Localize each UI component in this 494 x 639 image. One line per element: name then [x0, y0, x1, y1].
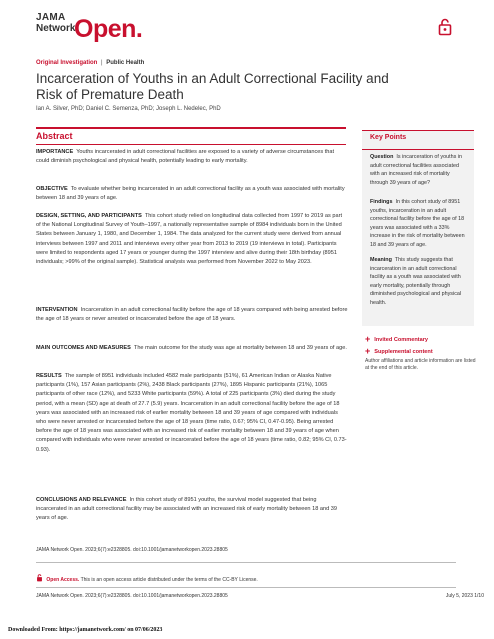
key-point-text: In this cohort study of 8951 youths, incarceration in an adult correctional facility before the age of 18 years was associated with a 33% increase in the risk of mortality between 18 and 39 years of age. — [370, 199, 465, 248]
breadcrumb — [36, 60, 144, 66]
open-access-note — [36, 574, 258, 583]
key-point-label: Meaning — [370, 257, 392, 263]
article-type: Original Investigation — [36, 60, 98, 66]
key-point-text: Is incarceration of youths in adult correctional facilities associated with an increased risk of mortality through 39 years of age? — [370, 154, 462, 186]
section-heading: MAIN OUTCOMES AND MEASURES — [36, 345, 131, 351]
section-text: Youths incarcerated in adult correctional facilities are exposed to a variety of adverse circumstances that could diminish psychological and physical health, potentially leading to early mortality. — [36, 149, 335, 165]
abstract-heading: Abstract — [36, 131, 73, 141]
abstract-top-rule — [36, 127, 346, 129]
breadcrumb-separator: | — [101, 60, 103, 66]
section-heading: OBJECTIVE — [36, 186, 68, 192]
abstract-divider — [36, 144, 346, 145]
section-text: This cohort study relied on longitudinal data collected from 1997 to 2019 as part of the National Longitudinal Survey of Youth–1997, a nationally representative sample of 8984 individuals born in the United States between January 1, 1980, and December 1, 1984. The data analyzed for the current study were derived from annual interviews between 1997 and 2011 and interviews every other year from 2013 to 2019 (19 interviews in total). Participants were limited to respondents aged 17 years or younger during the 1997 interview and alive during their 18th birthday (8951 individuals; >99% of the original sample). Statistical analysis was performed from November 2022 to May 2023. — [36, 213, 343, 266]
citation-line: JAMA Network Open. 2023;6(7):e2328805. doi:10.1001/jamanetworkopen.2023.28805 — [36, 547, 228, 553]
download-note: Downloaded From: https://jamanetwork.com/ on 07/06/2023 — [8, 627, 163, 633]
key-point-findings — [370, 198, 468, 250]
key-point-question — [370, 153, 468, 187]
invited-commentary-link[interactable] — [365, 334, 428, 344]
footer-rule — [36, 562, 456, 563]
section-heading: RESULTS — [36, 373, 62, 379]
article-section: Public Health — [106, 60, 145, 66]
footer-citation: JAMA Network Open. 2023;6(7):e2328805. doi:10.1001/jamanetworkopen.2023.28805 — [36, 593, 228, 599]
open-access-lock-icon — [36, 574, 43, 582]
abstract-importance — [36, 148, 348, 166]
abstract-intervention — [36, 306, 348, 324]
jama-network-open-logo[interactable] — [36, 12, 143, 46]
key-points-divider — [362, 149, 474, 150]
section-text: Incarceration in an adult correctional facility before the age of 18 years compared with being arrested before the age of 18 years or never arrested or incarcerated before the age of 18 years. — [36, 307, 348, 323]
abstract-results — [36, 372, 348, 455]
abstract-design — [36, 212, 348, 267]
abstract-outcomes — [36, 344, 348, 353]
open-access-text: This is an open access article distributed under the terms of the CC-BY License. — [80, 577, 258, 583]
section-heading: IMPORTANCE — [36, 149, 74, 155]
section-text: The sample of 8951 individuals included 4582 male participants (51%), 61 American Indian or Alaska Native participants (1%), 157 Asian participants (2%), 2438 Black participants (27%), 1895 Hispanic participants (21%), 1065 participants of other race (12%), and 5233 White participants (59%). A total of 225 participants (3%) died during the study period, with a mean (SD) age at death of 27.7 (5.9) years. Incarceration in an adult correctional facility before the age of 18 years was associated with an increased risk of earlier mortality between 18 and 39 years of age compared with individuals who were never arrested or incarcerated before the age of 18 years (time ratio, 0.67; 95% CI, 0.47-0.95). Being arrested before the age of 18 years was associated with an increased risk of earlier mortality between 18 and 39 years of age when compared with individuals who were never arrested or incarcerated before the age of 18 years (time ratio, 0.82; 95% CI, 0.73-0.93). — [36, 373, 347, 453]
key-point-text: This study suggests that incarceration in an adult correctional facility as a youth was associated with early mortality, potentially through diminished psychological and physical health. — [370, 257, 462, 306]
article-title: Incarceration of Youths in an Adult Correctional Facility and Risk of Premature Death — [36, 71, 389, 102]
affiliation-note: Author affiliations and article information are listed at the end of this article. — [365, 358, 476, 372]
supplemental-content-label: Supplemental content — [374, 349, 433, 355]
section-heading: INTERVENTION — [36, 307, 78, 313]
footer-rule-bottom — [36, 587, 456, 588]
footer-date-page: July 5, 2023 1/10 — [445, 593, 484, 599]
section-text: To evaluate whether being incarcerated in an adult correctional facility as a youth was associated with mortality between 18 and 39 years of age. — [36, 186, 345, 202]
section-text: The main outcome for the study was age at mortality between 18 and 39 years of age. — [133, 345, 347, 351]
key-point-label: Findings — [370, 199, 393, 205]
logo-network-text: Network — [36, 23, 76, 34]
key-point-label: Question — [370, 154, 394, 160]
abstract-objective — [36, 185, 348, 203]
open-access-lock-icon — [438, 18, 452, 36]
section-heading: DESIGN, SETTING, AND PARTICIPANTS — [36, 213, 142, 219]
logo-jama-text: JAMA — [36, 12, 66, 23]
invited-commentary-label: Invited Commentary — [374, 337, 429, 343]
key-points-heading: Key Points — [370, 134, 407, 141]
author-list: Ian A. Silver, PhD; Daniel C. Semenza, PhD; Joseph L. Nedelec, PhD — [36, 106, 221, 112]
open-access-label: Open Access. — [46, 577, 80, 583]
section-text: In this cohort study of 8951 youths, the survival model suggested that being incarcerated in an adult correctional facility may be associated with an increased risk of early mortality between 18 and 39 years of age. — [36, 497, 337, 522]
abstract-conclusions — [36, 496, 348, 524]
key-point-meaning — [370, 256, 468, 308]
section-heading: CONCLUSIONS AND RELEVANCE — [36, 497, 127, 503]
plus-icon: + — [365, 346, 371, 356]
supplemental-content-link[interactable] — [365, 346, 433, 356]
logo-open-text: Open. — [74, 15, 143, 43]
key-points-box — [362, 130, 474, 326]
plus-icon: + — [365, 334, 371, 344]
